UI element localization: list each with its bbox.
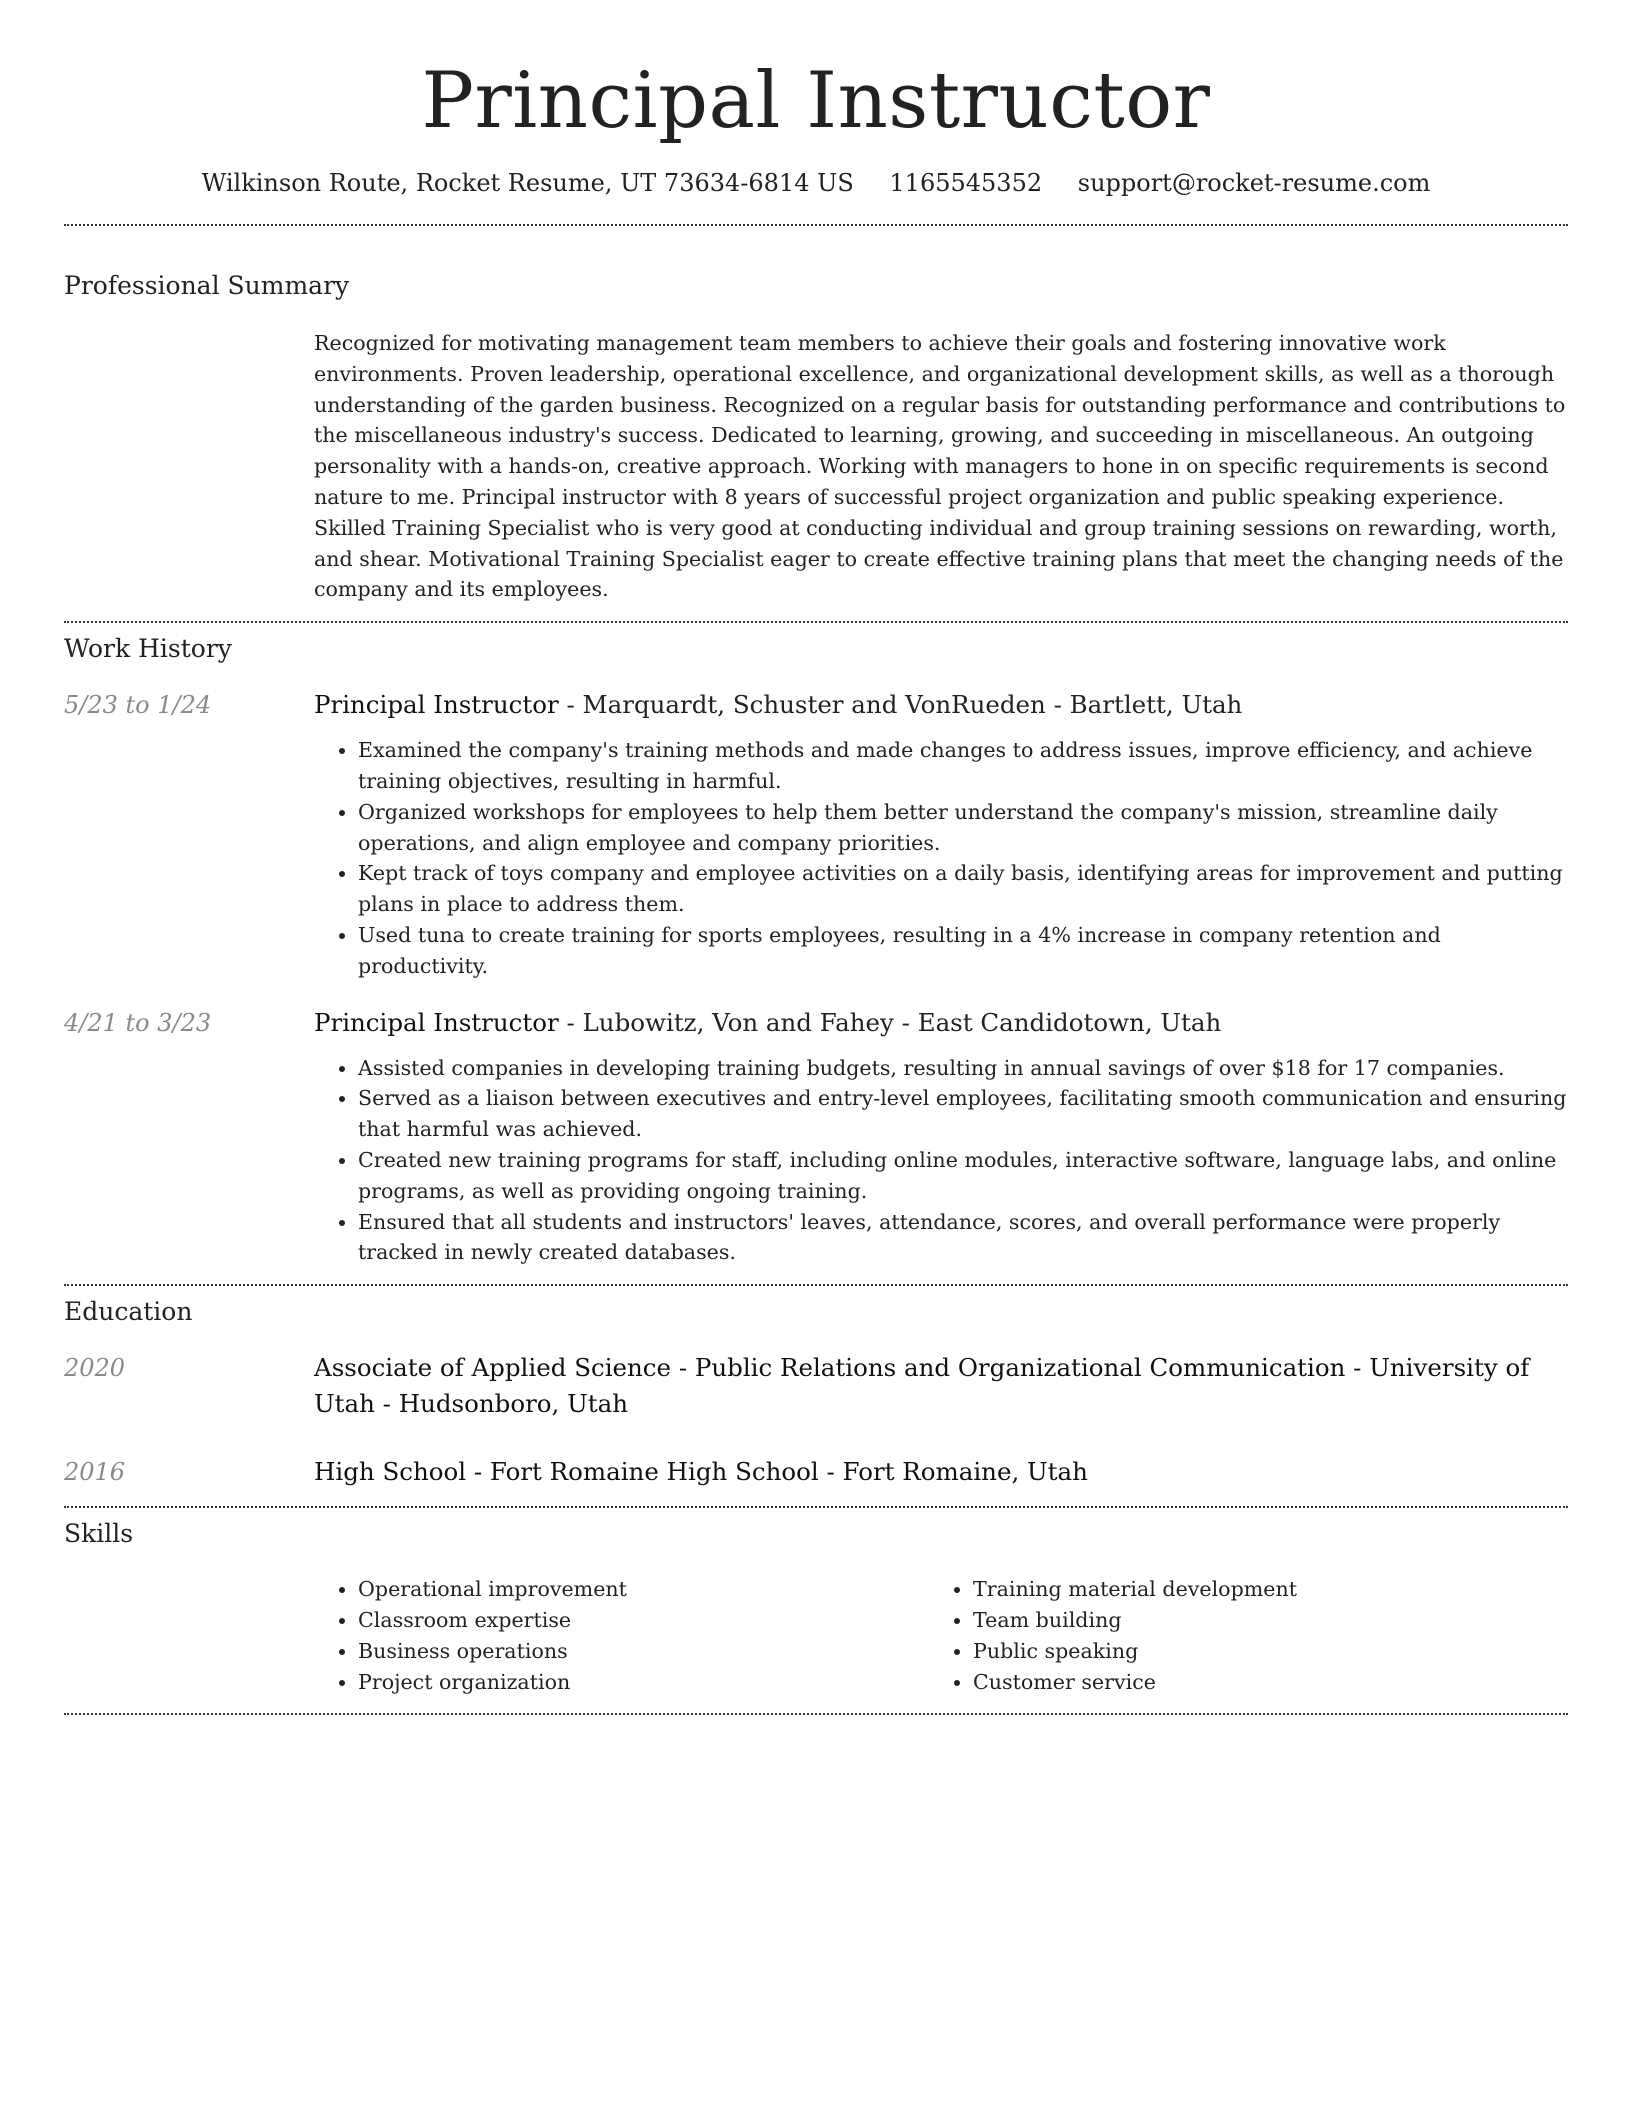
contact-line [64, 167, 1568, 199]
education-details: - Fort Romaine High School - Fort Romaine, Utah [466, 1457, 1088, 1487]
list-item: • Used tuna to create training for sports employees, resulting in a 4% increase in company retention and productivity. [358, 920, 1568, 982]
skills-column-right [929, 1574, 1544, 1697]
job-bullets [314, 735, 1568, 981]
header-divider [64, 224, 1568, 226]
skill-item: • Classroom expertise [358, 1605, 929, 1636]
list-item: • Served as a liaison between executives and entry-level employees, facilitating smooth communication and ensuring that harmful was achieved. [358, 1083, 1568, 1145]
summary-spacer [64, 302, 314, 621]
skill-item: • Operational improvement [358, 1574, 929, 1605]
job-entry [64, 1005, 1568, 1269]
list-item: • Assisted companies in developing training budgets, resulting in annual savings of over $18 for 17 companies. [358, 1053, 1568, 1084]
job-entry [64, 687, 1568, 981]
skills-row [64, 1574, 1568, 1697]
job-role: Principal Instructor [314, 1007, 559, 1037]
education-details: - Public Relations and Organizational Communication - University of Utah - Hudsonboro, Utah [314, 1353, 1530, 1419]
skills-spacer [64, 1574, 314, 1697]
education-entry [64, 1350, 1568, 1422]
education-title [314, 1454, 1568, 1490]
education-title [314, 1350, 1568, 1422]
education-year: 2016 [64, 1458, 126, 1487]
education-entry [64, 1454, 1568, 1490]
job-company-location: - Lubowitz, Von and Fahey - East Candidotown, Utah [558, 1007, 1222, 1037]
job-dates: 4/21 to 3/23 [64, 1008, 212, 1037]
list-item: • Examined the company's training methods and made changes to address issues, improve efficiency, and achieve training objectives, resulting in harmful. [358, 735, 1568, 797]
skill-item: • Public speaking [973, 1636, 1544, 1667]
skill-item: • Business operations [358, 1636, 929, 1667]
candidate-name: Principal Instructor [421, 56, 1211, 146]
education-year: 2020 [64, 1354, 126, 1383]
resume-page [64, 0, 1568, 1715]
summary-row [64, 302, 1568, 621]
skills-divider [64, 1713, 1568, 1715]
list-item: • Kept track of toys company and employee activities on a daily basis, identifying areas for improvement and putting plans in place to address them. [358, 858, 1568, 920]
job-dates: 5/23 to 1/24 [64, 691, 212, 720]
job-company-location: - Marquardt, Schuster and VonRueden - Bartlett, Utah [558, 690, 1243, 720]
job-title [314, 687, 1568, 723]
education-degree: Associate of Applied Science [314, 1353, 672, 1383]
contact-email: support@rocket-resume.com [1077, 169, 1431, 197]
summary-text: Recognized for motivating management team members to achieve their goals and fostering innovative work environments. Proven leadership, operational excellence, and organizational development skills, as well as a thorough understanding of the garden business. Recognized on a regular basis for outstanding performance and contributions to the miscellaneous industry's success. Dedicated to learning, growing, and succeeding in miscellaneous. An outgoing personality with a hands-on, creative approach. Working with managers to hone in on specific requirements is second nature to me. Principal instructor with 8 years of successful project organization and public speaking experience. Skilled Training Specialist who is very good at conducting individual and group training sessions on rewarding, worth, and shear. Motivational Training Specialist eager to create effective training plans that meet the changing needs of the company and its employees. [314, 331, 1566, 602]
list-item: • Ensured that all students and instructors' leaves, attendance, scores, and overall performance were properly tracked in newly created databases. [358, 1207, 1568, 1269]
skills-heading: Skills [64, 1519, 134, 1549]
contact-phone: 1165545352 [889, 169, 1043, 197]
work-divider [64, 1284, 1568, 1286]
education-degree: High School [314, 1457, 467, 1487]
skills-column-left [314, 1574, 929, 1697]
list-item: • Created new training programs for staff, including online modules, interactive software, language labs, and online programs, as well as providing ongoing training. [358, 1145, 1568, 1207]
education-heading: Education [64, 1297, 193, 1327]
education-divider [64, 1506, 1568, 1508]
skill-item: • Project organization [358, 1667, 929, 1698]
skill-item: • Team building [973, 1605, 1544, 1636]
work-history-heading: Work History [64, 634, 232, 664]
skill-item: • Training material development [973, 1574, 1544, 1605]
job-role: Principal Instructor [314, 690, 559, 720]
list-item: • Organized workshops for employees to help them better understand the company's mission, streamline daily operations, and align employee and company priorities. [358, 797, 1568, 859]
contact-address: Wilkinson Route, Rocket Resume, UT 73634-6814 US [201, 169, 854, 197]
summary-divider [64, 621, 1568, 623]
job-bullets [314, 1053, 1568, 1269]
skill-item: • Customer service [973, 1667, 1544, 1698]
summary-heading: Professional Summary [64, 271, 350, 300]
job-title [314, 1005, 1568, 1041]
skills-list [314, 1574, 1568, 1697]
